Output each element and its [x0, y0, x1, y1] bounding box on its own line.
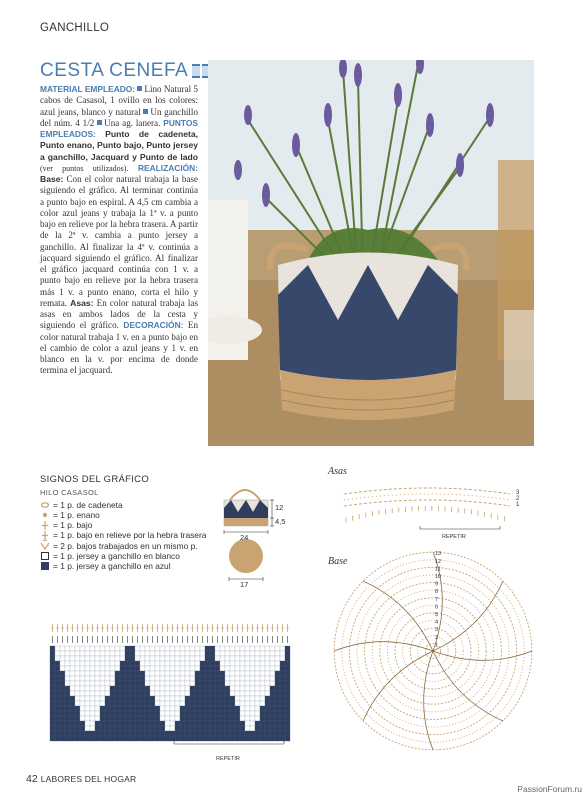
legend-item-text: = 1 p. bajo: [53, 520, 93, 530]
height-label: 12: [275, 503, 284, 512]
base-diagram: [330, 548, 536, 754]
legend-item: [40, 561, 210, 571]
base-diagram-label: Base: [328, 556, 348, 567]
legend-item: [40, 510, 210, 520]
asas-row-number: 2: [516, 496, 520, 502]
base-row-number: 4: [435, 619, 439, 626]
asas-text: En color natural trabaja las asas en ambos lados de la cesta y siguiendo el gráfico.: [40, 297, 199, 331]
increase-stitch-icon: [40, 541, 50, 550]
base-row-number: 12: [435, 558, 442, 565]
decoracion-label: DECORACIÓN:: [123, 320, 184, 331]
base-height-label: 4,5: [275, 517, 286, 526]
legend-title: SIGNOS DEL GRÁFICO: [40, 474, 150, 485]
legend-item-text: = 1 p. de cadeneta: [53, 500, 123, 510]
puntos-label: PUNTOS EMPLEADOS:: [40, 117, 198, 139]
puntos-note: (ver puntos utilizados).: [40, 163, 129, 173]
material-text-3: Una ag. lanera.: [104, 117, 161, 128]
base-text: Con el color natural trabaja la base siguiendo el gráfico. Al terminar continúa a punto bajo en espiral. A 4,5 cm cambia a color azul jeans y trabaja la 1ª v. a punto bajo en relieve por la hebra trasera. A partir de la 2ª v. cambia a punto jersey a ganchillo. Al finalizar la 4ª v. continúa a jacquard siguiendo el gráfico. Al finalizar el gráfico jacquard continúa con 1 v. a punto bajo en relieve por la hebra trasera más 1 v. a punto enano, corta el hilo y remata.: [40, 174, 198, 308]
base-row-number: 10: [435, 574, 442, 580]
white-square-icon: [40, 551, 50, 560]
material-text-2: Un ganchillo del núm. 4 1/2: [40, 106, 198, 128]
legend-item: [40, 520, 210, 530]
asas-diagram: [330, 474, 530, 544]
material-label: MATERIAL EMPLEADO:: [40, 84, 136, 94]
legend-item-text: = 1 p. jersey a ganchillo en azul: [53, 561, 171, 571]
legend-item-text: = 1 p. bajo en relieve por la hebra trasera: [53, 530, 207, 540]
bullet-icon: [137, 86, 142, 91]
page-footer: [26, 773, 136, 785]
asas-diagram-label: Asas: [328, 466, 347, 477]
legend-item-text: = 1 p. enano: [53, 510, 100, 520]
base-row-number: 11: [435, 566, 441, 573]
single-crochet-icon: [40, 520, 50, 530]
puntos-text: Punto de cadeneta, Punto enano, Punto bajo, Punto jersey a ganchillo, Jacquard y Punto de lado: [40, 129, 198, 162]
legend-item: [40, 551, 210, 561]
width-label: 24: [240, 533, 249, 542]
slip-stitch-icon: [40, 510, 50, 519]
asas-repeat-label: REPETIR: [442, 534, 466, 540]
bullet-icon: [97, 120, 102, 125]
section-label: GANCHILLO: [40, 22, 110, 34]
base-row-number: 6: [435, 604, 439, 611]
legend-item: [40, 500, 210, 510]
legend-item: [40, 541, 210, 551]
chain-stitch-icon: [40, 500, 50, 509]
jacquard-repeat-label: REPETIR: [216, 756, 240, 762]
legend-item: [40, 530, 210, 541]
dimensions-diagram: [220, 478, 290, 588]
base-row-number: 3: [435, 627, 439, 634]
watermark: PassionForum.ru: [517, 784, 582, 794]
base-row-number: 7: [435, 596, 439, 603]
base-row-number: 5: [435, 612, 439, 618]
jacquard-chart: [40, 616, 292, 766]
chart-legend: [40, 474, 210, 571]
base-row-number: 1: [435, 642, 439, 649]
diameter-label: 17: [240, 580, 249, 588]
legend-item-text: = 1 p. jersey a ganchillo en blanco: [53, 551, 180, 561]
page-number: 42: [26, 773, 38, 785]
base-row-number: 2: [435, 634, 439, 641]
base-row-number: 8: [435, 589, 439, 596]
basket-photo: [208, 60, 534, 446]
title-text: CESTA CENEFA: [40, 60, 189, 81]
realizacion-label: REALIZACIÓN:: [137, 162, 198, 173]
asas-row-number: 3: [516, 490, 520, 496]
page-title: [40, 60, 220, 82]
base-label: Base:: [40, 174, 64, 184]
basket-photo-illustration: [208, 60, 534, 446]
magazine-name: LABORES DEL HOGAR: [40, 774, 137, 784]
base-row-number: 13: [435, 551, 442, 558]
material-text-1: Lino Natural 5 cabos de Casasol, 1 ovillo en los colores: azul jeans, blanco y natural: [40, 84, 198, 117]
asas-row-number: 1: [516, 502, 520, 508]
legend-subtitle: HILO CASASOL: [40, 488, 99, 497]
bullet-icon: [143, 109, 148, 114]
blue-square-icon: [40, 561, 50, 570]
decoracion-text: En color natural trabaja 1 v. en a punto bajo en el cambio de color a azul jeans y 1 v. en blanco en la v. por encima de donde termina el jacquard.: [40, 320, 199, 376]
asas-label: Asas:: [70, 297, 94, 308]
instructions-text: [40, 84, 198, 377]
legend-item-text: = 2 p. bajos trabajados en un mismo p.: [53, 541, 198, 551]
back-loop-stitch-icon: [40, 530, 50, 541]
base-row-number: 9: [435, 581, 439, 588]
